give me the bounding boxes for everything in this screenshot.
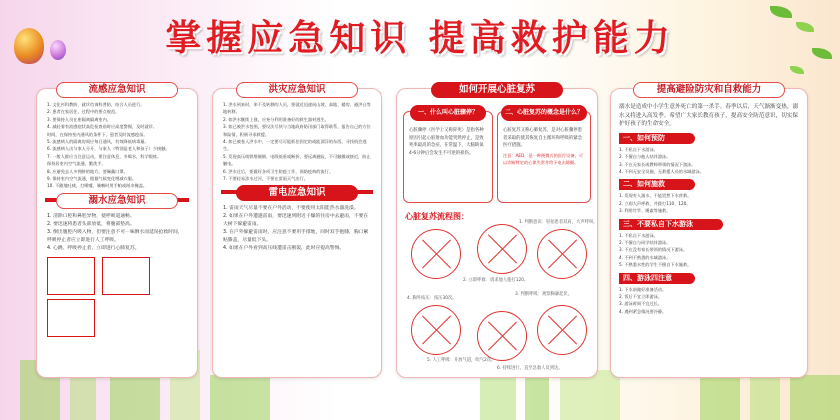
- leaf-icon: [790, 66, 804, 74]
- cardiac-arrest-text: 心脏骤停（医学上又称猝死）是指各种原因引起心脏射血功能突然停止，是致死率最高的急症，在常温下，大脑缺氧4-6分钟后会发生不可逆的损伤。: [409, 128, 484, 156]
- drowning-line: 4. 心跳、呼吸停止者，立即进行心肺复苏。: [47, 245, 140, 251]
- drowning-line: 1. 清除口腔和鼻腔异物，使呼吸道通畅。: [47, 213, 135, 219]
- flood-line: 3. 如已被洪水包围，要设法尽快与当地政府防汛部门取得联系，报告自己的方位和险情，积极寻求救援。: [223, 124, 371, 137]
- section-line: 2. 不擅自与他人结伴游泳。: [619, 154, 671, 160]
- flow-step-label: 1. 判断意识：轻拍患者双肩，大声呼叫。: [519, 220, 598, 225]
- section-line: 3. 不在没有家长带领的情况下游泳。: [619, 247, 688, 253]
- self-rescue-intro: 溺水是造成中小学生意外死亡的第一杀手。春季以后，天气渐渐变热，溺水又将进入高发季。希望广大家长教育孩子，提高安全防范意识，切实保护好孩子的生命安全。: [619, 104, 799, 128]
- image-placeholder: [47, 257, 95, 295]
- image-placeholder: [102, 257, 150, 295]
- flu-line: 6. 流感病人出与家人分开，与家人（特别是老人和孩子）少接触。: [47, 146, 170, 152]
- flood-line: 7. 不要轻易涉水过河，不要在雷雨天气出行。: [223, 176, 308, 182]
- flow-step-circle: [411, 229, 461, 279]
- flu-line: 4. 减轻着有流感症状高危检查前时应高度警惕，及时就诊。: [47, 124, 158, 130]
- lightning-header: 雷电应急知识: [236, 185, 358, 201]
- flood-line: 5. 发现高压线铁塔倾倒、电线低垂或断折，要远离避险，不可触摸或接近，防止触电。: [223, 153, 371, 167]
- flu-line: 保持居室内空气流通，勤洗手。: [47, 161, 106, 167]
- flow-step-label: 4. 胸外按压：按压30次。: [407, 296, 457, 301]
- image-placeholder: [47, 299, 95, 337]
- flow-step-label: 3. 判断呼吸：观察胸廓起伏。: [515, 292, 573, 297]
- page-title: 掌握应急知识 提高救护能力: [165, 17, 675, 59]
- section-title: 四、游泳四注意: [619, 273, 695, 284]
- cpr-concept-text: 心脏复苏又称心肺复苏，是对心脏骤停患者采取的使其恢复自主循环和呼吸的紧急医疗措施。: [503, 128, 583, 148]
- lightning-line: 2. 如果在户外遭遇雷雨，要迅速到附近干燥的住房中去避雨，不要在大树下躲避雷雨。: [223, 214, 369, 228]
- section-title: 二、如何施救: [619, 179, 695, 190]
- drowning-header: 溺水应急知识: [56, 193, 178, 209]
- section-line: 2. 立即大声呼救，并拨打110、120。: [619, 200, 691, 206]
- flu-header: 流感应急知识: [56, 82, 178, 98]
- self-rescue-panel: [610, 84, 808, 378]
- aed-note: 注意：AED，是一种便携式的医疗设备，可以诊断特定的心律失常并给予电击除颤。: [503, 152, 583, 165]
- flow-step-circle: [411, 305, 461, 355]
- section-line: 5. 不熟悉水性的学生不擅自下水施救。: [619, 262, 692, 268]
- flu-line: 5. 流感病人的隔离房间应每日通风，有效降低病毒量。: [47, 139, 149, 145]
- section-line: 2. 饭后不宜立即游泳。: [619, 294, 663, 300]
- flood-lightning-panel: [212, 84, 382, 378]
- flu-line: 10. 不随地吐痰，打喷嚏、咳嗽时用手帕或纸巾掩盖。: [47, 183, 148, 189]
- flood-header: 洪灾应急知识: [236, 82, 358, 98]
- section-line: 3. 游泳时间不宜过长。: [619, 301, 663, 307]
- section-line: 1. 不私自下水游泳。: [619, 232, 658, 238]
- section-line: 4. 遇到紧急情况要冷静。: [619, 308, 667, 314]
- flow-step-label: 2. 立即呼救：请求他人拨打120。: [463, 278, 529, 283]
- flood-line: 2. 如洪水继续上涨，应充分利用准备好的救生器材逃生。: [223, 116, 329, 122]
- section-line: 2. 不擅自与同学结伴游泳。: [619, 240, 671, 246]
- flow-step-circle: [477, 311, 527, 361]
- cpr-concept-box: [497, 111, 591, 203]
- section-line: 3. 利用竹竿、绳索等施救。: [619, 208, 671, 214]
- flood-line: 6. 洪水过后，要做好各项卫生防疫工作，预防疫病的流行。: [223, 168, 334, 174]
- flu-line: 9. 保持室内空气流通，根据气候变化增减衣服。: [47, 176, 137, 182]
- cpr-header: 如何开展心脏复苏: [431, 82, 563, 98]
- section-line: 1. 下水前做好准备活动。: [619, 286, 667, 292]
- lightning-line: 1. 雷雨天气尽量不要在户外活动，不要使用太阳能热水器洗澡。: [223, 206, 359, 212]
- section-line: 1. 发现有人溺水，不能贸然下水营救。: [619, 193, 692, 199]
- section-line: 1. 不私自下水游泳。: [619, 146, 658, 152]
- flow-step-label: 6. 持续进行，直至急救人员到达。: [497, 366, 563, 371]
- flu-drowning-panel: [36, 84, 198, 378]
- self-rescue-header: 提高避险防灾和自救能力: [633, 82, 785, 98]
- cardiac-arrest-box: [403, 111, 493, 203]
- flu-line: 1. 文化衫科教防，就诊咨询科普防，结合人员进行。: [47, 102, 145, 107]
- drowning-line: 2. 要迅速将患者头部放低，将腹部垫高。: [47, 221, 135, 227]
- flu-line: 3. 要保持人员在座隔离隔离室内。: [47, 116, 111, 122]
- lightning-line: 3. 在户外躲避雷雨时，应注意不要用手撑地，同时双手抱膝，胸口紧贴膝盖，尽量低下头。: [223, 230, 369, 244]
- flood-line: 4. 如已被卷入洪水中，一定要尽可能抓住固定的或能漂浮的东西，寻找机会逃生。: [223, 139, 367, 152]
- flu-line: 时间，在保持室内通风的条件下，患者及时流感疫苗。: [47, 131, 148, 137]
- lightning-line: 4. 如果在户外看到高压线遭雷击断裂，此时应提高警惕。: [223, 246, 345, 252]
- cardiac-arrest-question: 一、什么叫心脏骤停？: [410, 105, 486, 121]
- flood-line: 1. 洪水到来时，来不及转移的人员，要就近迅速向山坡、高地、楼房、避洪台等地转移。: [223, 102, 371, 115]
- flow-step-circle: [477, 224, 527, 274]
- cpr-concept-question: 二、心脏复苏的概念是什么？: [501, 105, 587, 121]
- flu-line: 7. 一般人群应当注意运动，要注意休息，多喝水，科学锻炼。: [47, 153, 162, 159]
- section-title: 三、不要私自下水游泳: [619, 219, 723, 230]
- flow-step-label: 5. 人工呼吸：开放气道，吹气2次。: [427, 358, 496, 363]
- flow-step-circle: [537, 305, 587, 355]
- cpr-panel: [396, 84, 598, 378]
- flu-line: 8. 应避免去人多拥挤的地方，要佩戴口罩。: [47, 168, 128, 174]
- section-title: 一、如何预防: [619, 133, 695, 144]
- section-line: 4. 不到不熟悉的水域游泳。: [619, 254, 671, 260]
- flu-line: 2. 患者在家居住，过程中的要点规范。: [47, 109, 120, 115]
- flowchart-title: 心脏复苏流程图：: [405, 212, 469, 221]
- flow-step-circle: [537, 229, 587, 279]
- section-line: 4. 不到无安全设施、无救援人员的水域游泳。: [619, 169, 704, 174]
- section-line: 3. 不在无家长或教师带领的情况下游泳。: [619, 161, 696, 167]
- drowning-line: 3. 倒出腹腔内吸入物，但要注意不可一味倒水而延误抢救时间，呼吸停止者应立即进行人工呼吸。: [47, 229, 183, 243]
